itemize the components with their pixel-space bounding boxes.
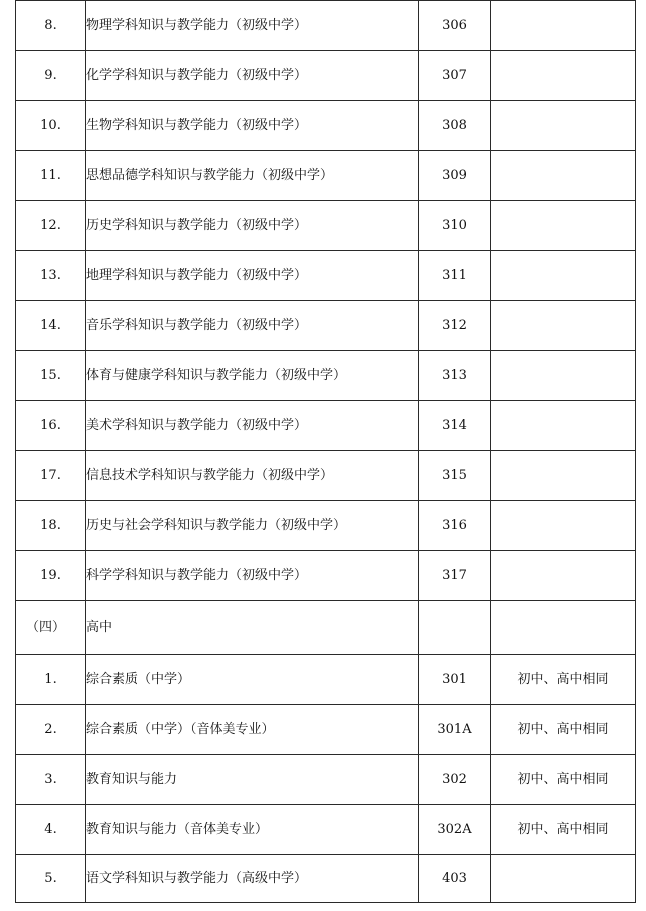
remark <box>491 151 636 201</box>
remark <box>491 51 636 101</box>
subject-code: 310 <box>419 201 491 251</box>
remark <box>491 855 636 903</box>
remark <box>491 101 636 151</box>
subject-code: 312 <box>419 301 491 351</box>
remark <box>491 201 636 251</box>
table-row <box>16 501 636 551</box>
exam-subject-table <box>15 0 636 903</box>
remark <box>491 351 636 401</box>
subject-name: 历史学科知识与教学能力（初级中学） <box>86 201 419 251</box>
subject-name: 化学学科知识与教学能力（初级中学） <box>86 51 419 101</box>
table-row <box>16 151 636 201</box>
row-number: 17. <box>16 451 86 501</box>
table-row <box>16 655 636 705</box>
subject-code: 315 <box>419 451 491 501</box>
subject-name: 信息技术学科知识与教学能力（初级中学） <box>86 451 419 501</box>
subject-name: 思想品德学科知识与教学能力（初级中学） <box>86 151 419 201</box>
table-row <box>16 705 636 755</box>
subject-code: 311 <box>419 251 491 301</box>
table-row <box>16 551 636 601</box>
remark: 初中、高中相同 <box>491 805 636 855</box>
subject-code: 302A <box>419 805 491 855</box>
remark: 初中、高中相同 <box>491 755 636 805</box>
table-row <box>16 351 636 401</box>
table-row <box>16 451 636 501</box>
row-number: 8. <box>16 1 86 51</box>
row-number: 10. <box>16 101 86 151</box>
subject-code: 314 <box>419 401 491 451</box>
subject-code: 301 <box>419 655 491 705</box>
subject-name: 综合素质（中学）（音体美专业） <box>86 705 419 755</box>
row-number: 19. <box>16 551 86 601</box>
remark: 初中、高中相同 <box>491 655 636 705</box>
row-number: 1. <box>16 655 86 705</box>
remark <box>491 301 636 351</box>
subject-name: 生物学科知识与教学能力（初级中学） <box>86 101 419 151</box>
subject-code <box>419 601 491 655</box>
table-row <box>16 805 636 855</box>
remark <box>491 601 636 655</box>
row-number: 16. <box>16 401 86 451</box>
subject-code: 308 <box>419 101 491 151</box>
remark <box>491 401 636 451</box>
subject-name: 历史与社会学科知识与教学能力（初级中学） <box>86 501 419 551</box>
subject-name: 综合素质（中学） <box>86 655 419 705</box>
row-number: 3. <box>16 755 86 805</box>
subject-name: 体育与健康学科知识与教学能力（初级中学） <box>86 351 419 401</box>
row-number: 13. <box>16 251 86 301</box>
row-number: 5. <box>16 855 86 903</box>
section-title: 高中 <box>86 601 419 655</box>
subject-code: 313 <box>419 351 491 401</box>
row-number: 15. <box>16 351 86 401</box>
subject-code: 302 <box>419 755 491 805</box>
subject-name: 美术学科知识与教学能力（初级中学） <box>86 401 419 451</box>
row-number: 4. <box>16 805 86 855</box>
subject-name: 语文学科知识与教学能力（高级中学） <box>86 855 419 903</box>
remark <box>491 551 636 601</box>
subject-name: 教育知识与能力 <box>86 755 419 805</box>
table-row <box>16 855 636 903</box>
subject-name: 物理学科知识与教学能力（初级中学） <box>86 1 419 51</box>
section-header-row <box>16 601 636 655</box>
subject-code: 317 <box>419 551 491 601</box>
subject-code: 403 <box>419 855 491 903</box>
subject-code: 307 <box>419 51 491 101</box>
table-row <box>16 401 636 451</box>
table-row <box>16 201 636 251</box>
subject-code: 301A <box>419 705 491 755</box>
row-number: 12. <box>16 201 86 251</box>
table-row <box>16 755 636 805</box>
remark: 初中、高中相同 <box>491 705 636 755</box>
table-row <box>16 101 636 151</box>
subject-name: 科学学科知识与教学能力（初级中学） <box>86 551 419 601</box>
row-number: 18. <box>16 501 86 551</box>
subject-code: 309 <box>419 151 491 201</box>
remark <box>491 1 636 51</box>
subject-name: 地理学科知识与教学能力（初级中学） <box>86 251 419 301</box>
table-row <box>16 301 636 351</box>
row-number: 9. <box>16 51 86 101</box>
remark <box>491 251 636 301</box>
subject-code: 306 <box>419 1 491 51</box>
row-number: 14. <box>16 301 86 351</box>
remark <box>491 501 636 551</box>
row-number: 2. <box>16 705 86 755</box>
table-row <box>16 251 636 301</box>
subject-name: 音乐学科知识与教学能力（初级中学） <box>86 301 419 351</box>
row-number: 11. <box>16 151 86 201</box>
table-row <box>16 51 636 101</box>
remark <box>491 451 636 501</box>
subject-code: 316 <box>419 501 491 551</box>
section-number: （四） <box>16 601 86 655</box>
table-row <box>16 1 636 51</box>
subject-name: 教育知识与能力（音体美专业） <box>86 805 419 855</box>
